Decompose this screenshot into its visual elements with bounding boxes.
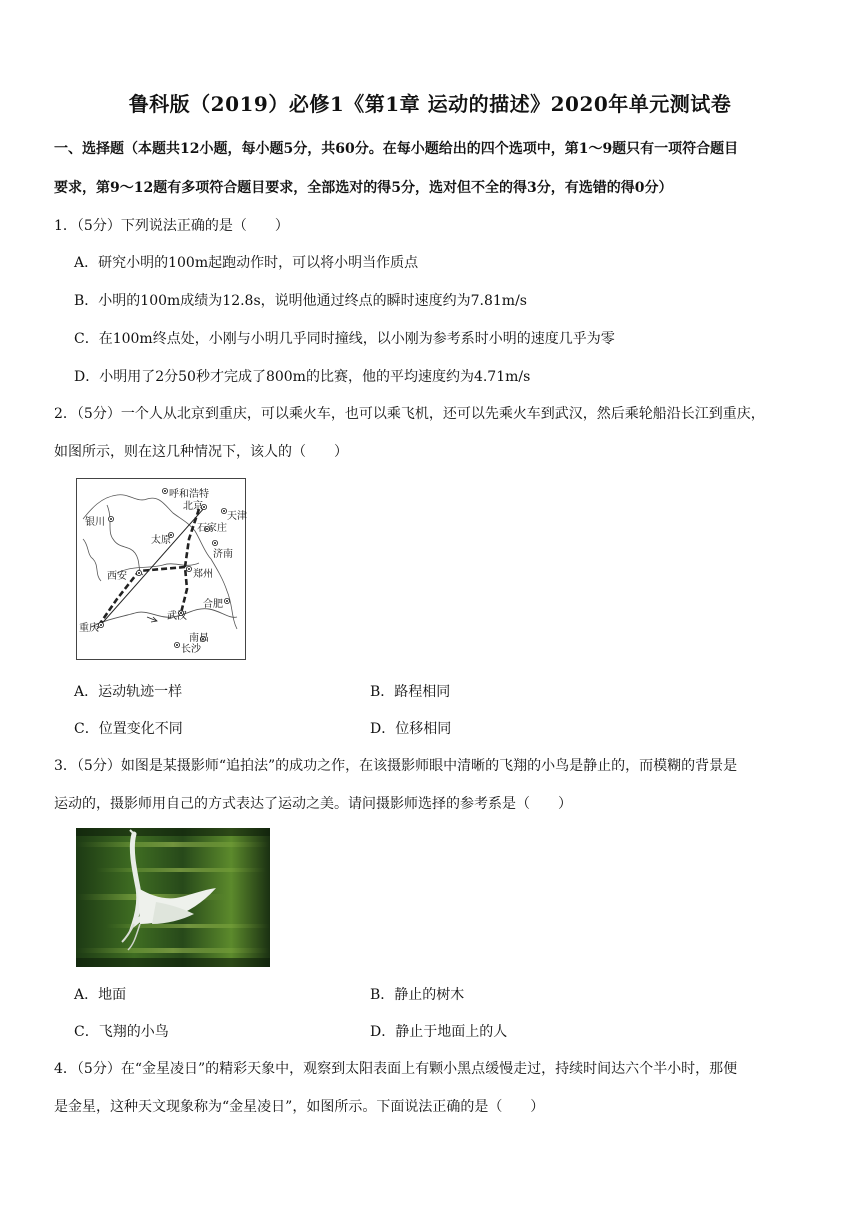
map-label-hefei: 合肥 <box>203 599 223 610</box>
question-3-option-a: A．地面 <box>74 987 127 1003</box>
question-2-stem-line1: 2．（5分）一个人从北京到重庆，可以乘火车，也可以乘飞机，还可以先乘火车到武汉，然后乘轮船沿长江到重庆， <box>54 406 765 422</box>
egret-photo <box>76 828 270 967</box>
question-2-option-c: C．位置变化不同 <box>74 721 183 737</box>
question-2-stem-line2: 如图所示，则在这几种情况下，该人的（ ） <box>54 444 348 460</box>
question-4-stem-line1: 4．（5分）在“金星凌日”的精彩天象中，观察到太阳表面上有颗小黑点缓慢走过，持续时间达六个半小时，那便 <box>54 1061 738 1077</box>
question-3-option-d: D．静止于地面上的人 <box>370 1024 508 1040</box>
map-label-nanchang: 南昌 <box>189 633 209 644</box>
map-label-xian: 西安 <box>107 571 127 582</box>
question-1-stem: 1．（5分）下列说法正确的是（ ） <box>54 218 289 234</box>
question-2-option-a: A．运动轨迹一样 <box>74 684 183 700</box>
map-label-shijiazhuang: 石家庄 <box>197 523 227 534</box>
question-1-option-c: C．在100m终点处，小刚与小明几乎同时撞线，以小刚为参考系时小明的速度几乎为零 <box>74 331 615 347</box>
map-label-beijing: 北京 <box>183 501 203 512</box>
question-3-stem-line2: 运动的，摄影师用自己的方式表达了运动之美。请问摄影师选择的参考系是（ ） <box>54 796 572 812</box>
question-1-option-b: B．小明的100m成绩为12.8s，说明他通过终点的瞬时速度约为7.81m/s <box>74 293 527 309</box>
question-1-option-d: D．小明用了2分50秒才完成了800m的比赛，他的平均速度约为4.71m/s <box>74 369 531 385</box>
section-instructions-line1: 一、选择题（本题共12小题，每小题5分，共60分。在每小题给出的四个选项中，第1～9题只有一项符合题目 <box>54 141 739 157</box>
section-instructions-line2: 要求，第9～12题有多项符合题目要求，全部选对的得5分，选对但不全的得3分，有选错的得0分） <box>54 180 673 196</box>
map-label-wuhan: 武汉 <box>167 611 187 622</box>
map-label-tianjin: 天津 <box>227 511 247 522</box>
map-label-zhengzhou: 郑州 <box>193 569 213 580</box>
question-3-option-b: B．静止的树木 <box>370 987 465 1003</box>
map-label-chongqing: 重庆 <box>79 623 99 634</box>
map-label-yinchuan: 银川 <box>85 517 105 528</box>
map-label-jinan: 济南 <box>213 549 233 560</box>
map-label-changsha: 长沙 <box>181 644 201 655</box>
question-3-option-c: C．飞翔的小鸟 <box>74 1024 169 1040</box>
question-3-stem-line1: 3．（5分）如图是某摄影师“追拍法”的成功之作，在该摄影师眼中清晰的飞翔的小鸟是静止的，而模糊的背景是 <box>54 758 738 774</box>
question-1-option-a: A．研究小明的100m起跑动作时，可以将小明当作质点 <box>74 255 419 271</box>
question-4-stem-line2: 是金星，这种天文现象称为“金星凌日”，如图所示。下面说法正确的是（ ） <box>54 1099 545 1115</box>
question-2-option-d: D．位移相同 <box>370 721 452 737</box>
map-label-taiyuan: 太原 <box>151 535 171 546</box>
map-label-hohhot: 呼和浩特 <box>169 489 209 500</box>
question-2-option-b: B．路程相同 <box>370 684 451 700</box>
route-map-figure <box>76 478 246 660</box>
page-title: 鲁科版（2019）必修1《第1章 运动的描述》2020年单元测试卷 <box>128 92 732 116</box>
